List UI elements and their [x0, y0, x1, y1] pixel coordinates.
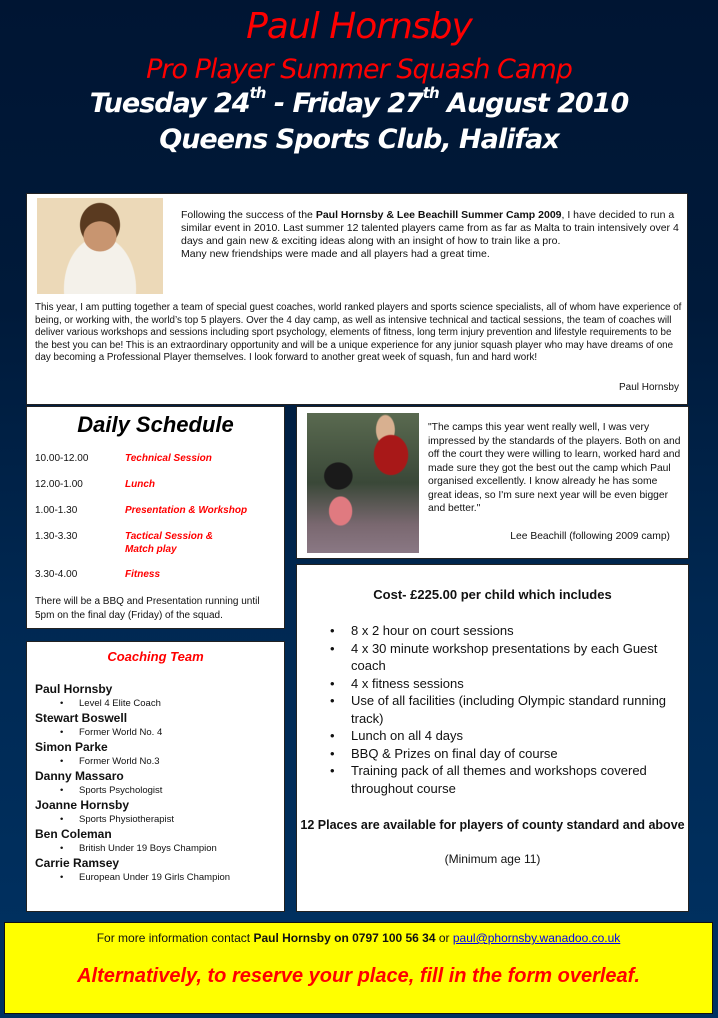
testimonial-box	[296, 406, 689, 559]
intro-signature: Paul Hornsby	[618, 382, 679, 393]
cost-item: • Training pack of all themes and workshops covered throughout course	[351, 762, 681, 797]
intro-bold-text: Paul Hornsby & Lee Beachill Summer Camp 2009	[315, 209, 562, 221]
coach-name: Ben Coleman	[35, 827, 112, 841]
schedule-time: 10.00-12.00	[35, 453, 89, 464]
coach-role: • Former World No. 4	[79, 726, 324, 740]
schedule-title: Daily Schedule	[77, 412, 234, 437]
coach-entry	[35, 827, 280, 856]
coach-role: • European Under 19 Girls Champion	[79, 871, 324, 885]
coach-role: • British Under 19 Boys Champion	[79, 842, 324, 856]
coach-name: Stewart Boswell	[35, 711, 128, 725]
paul-hornsby-photo	[37, 198, 163, 294]
cost-item: • 4 x 30 minute workshop presentations by each Guest coach	[351, 640, 681, 675]
contact-box	[4, 922, 713, 1014]
date-end-suffix: th	[422, 84, 439, 102]
cost-item: • Use of all facilities (including Olympic standard running track)	[351, 692, 681, 727]
coach-name: Simon Parke	[35, 740, 108, 754]
date-end: August 2010	[438, 88, 629, 119]
coaching-team-box	[26, 641, 285, 912]
coach-name: Paul Hornsby	[35, 682, 113, 696]
header-subtitle: Pro Player Summer Squash Camp	[146, 54, 572, 85]
coach-role: • Former World No.3	[79, 755, 324, 769]
minimum-age: (Minimum age 11)	[444, 852, 541, 866]
date-start-suffix: th	[249, 84, 266, 102]
schedule-event: Tactical Session & Match play	[125, 531, 213, 555]
cost-item: • Lunch on all 4 days	[351, 727, 681, 745]
schedule-event: Technical Session	[125, 453, 212, 464]
header-dates	[0, 84, 718, 119]
cost-title: Cost- £225.00 per child which includes	[373, 587, 612, 602]
coach-role: • Level 4 Elite Coach	[79, 697, 324, 711]
intro-paragraph-1	[181, 209, 681, 261]
schedule-time: 1.00-1.30	[35, 505, 78, 516]
intro-text: Following the success of the	[181, 209, 316, 221]
schedule-note: There will be a BBQ and Presentation running until 5pm on the final day (Friday) of the squad.	[35, 596, 260, 621]
testimonial-attribution: Lee Beachill (following 2009 camp)	[510, 531, 670, 542]
date-start: Tuesday 24	[89, 88, 250, 119]
intro-text-line2: Many new friendships were made and all players had a great time.	[181, 248, 490, 260]
testimonial-text: "The camps this year went really well, I was very impressed by the standards of the players. Both on and off the court they were willing to learn, worked hard and made sure they got the best out the camp which Paul organised excellently. I know already he has some great ideas, so I'm sure next year will be even bigger and better."	[428, 422, 681, 514]
cost-box	[296, 564, 689, 912]
coach-role: • Sports Physiotherapist	[79, 813, 324, 827]
coaching-title: Coaching Team	[107, 649, 204, 664]
schedule-event: Lunch	[125, 479, 155, 490]
date-middle: - Friday 27	[265, 88, 423, 119]
cost-item: • 8 x 2 hour on court sessions	[351, 622, 681, 640]
coach-name: Joanne Hornsby	[35, 798, 130, 812]
cost-includes-list	[297, 622, 681, 797]
schedule-event: Fitness	[125, 569, 161, 580]
coach-entry	[35, 740, 280, 769]
intro-paragraph-2: This year, I am putting together a team of special guest coaches, world ranked players and sports science specialists, all of whom have experience of being, or working with, the world’s top 5 players. Over the 4 day camp, as well as intensive technical and tactical sessions, the team of coaches will deliver various workshops and sessions including sport psychology, elements of fitness, long term injury prevention and lifestyle requirements to be the best you can be! This is an extraordinary opportunity and will be a unique experience for any junior squash player who may have dreams of one day becoming a Professional Player themselves. I look forward to another great week of squash, fun and hard work!	[35, 302, 682, 363]
daily-schedule-box	[26, 406, 285, 629]
coach-entry	[35, 856, 280, 885]
contact-name-phone: Paul Hornsby on 0797 100 56 34	[253, 931, 436, 945]
coach-entry	[35, 798, 280, 827]
intro-text-cont: , I have decided to run a similar event in 2010. Last summer 12 talented players came from as far as Malta to train intensively over 4 days and gain new & exciting ideas along with an insight of how to train like a pro.	[181, 209, 679, 247]
places-available: 12 Places are available for players of county standard and above	[300, 818, 685, 832]
contact-or: or	[435, 931, 453, 945]
coach-name: Carrie Ramsey	[35, 856, 120, 870]
coach-name: Danny Massaro	[35, 769, 124, 783]
email-link[interactable]: paul@phornsby.wanadoo.co.uk	[452, 931, 621, 945]
coach-entry	[35, 711, 280, 740]
cost-item: • 4 x fitness sessions	[351, 675, 681, 693]
schedule-time: 3.30-4.00	[35, 569, 78, 580]
contact-prefix: For more information contact	[96, 931, 254, 945]
header-venue: Queens Sports Club, Halifax	[159, 124, 559, 155]
coach-entry	[35, 769, 280, 798]
reserve-cta: Alternatively, to reserve your place, fill in the form overleaf.	[77, 965, 640, 987]
contact-line	[5, 931, 712, 945]
schedule-time: 12.00-1.00	[35, 479, 83, 490]
header-name: Paul Hornsby	[246, 6, 472, 47]
coach-entry	[35, 682, 280, 711]
squash-match-photo	[307, 413, 419, 553]
schedule-event: Presentation & Workshop	[125, 505, 248, 516]
cost-item: • BBQ & Prizes on final day of course	[351, 745, 681, 763]
intro-box	[26, 193, 688, 405]
coach-role: • Sports Psychologist	[79, 784, 324, 798]
schedule-time: 1.30-3.30	[35, 531, 78, 542]
